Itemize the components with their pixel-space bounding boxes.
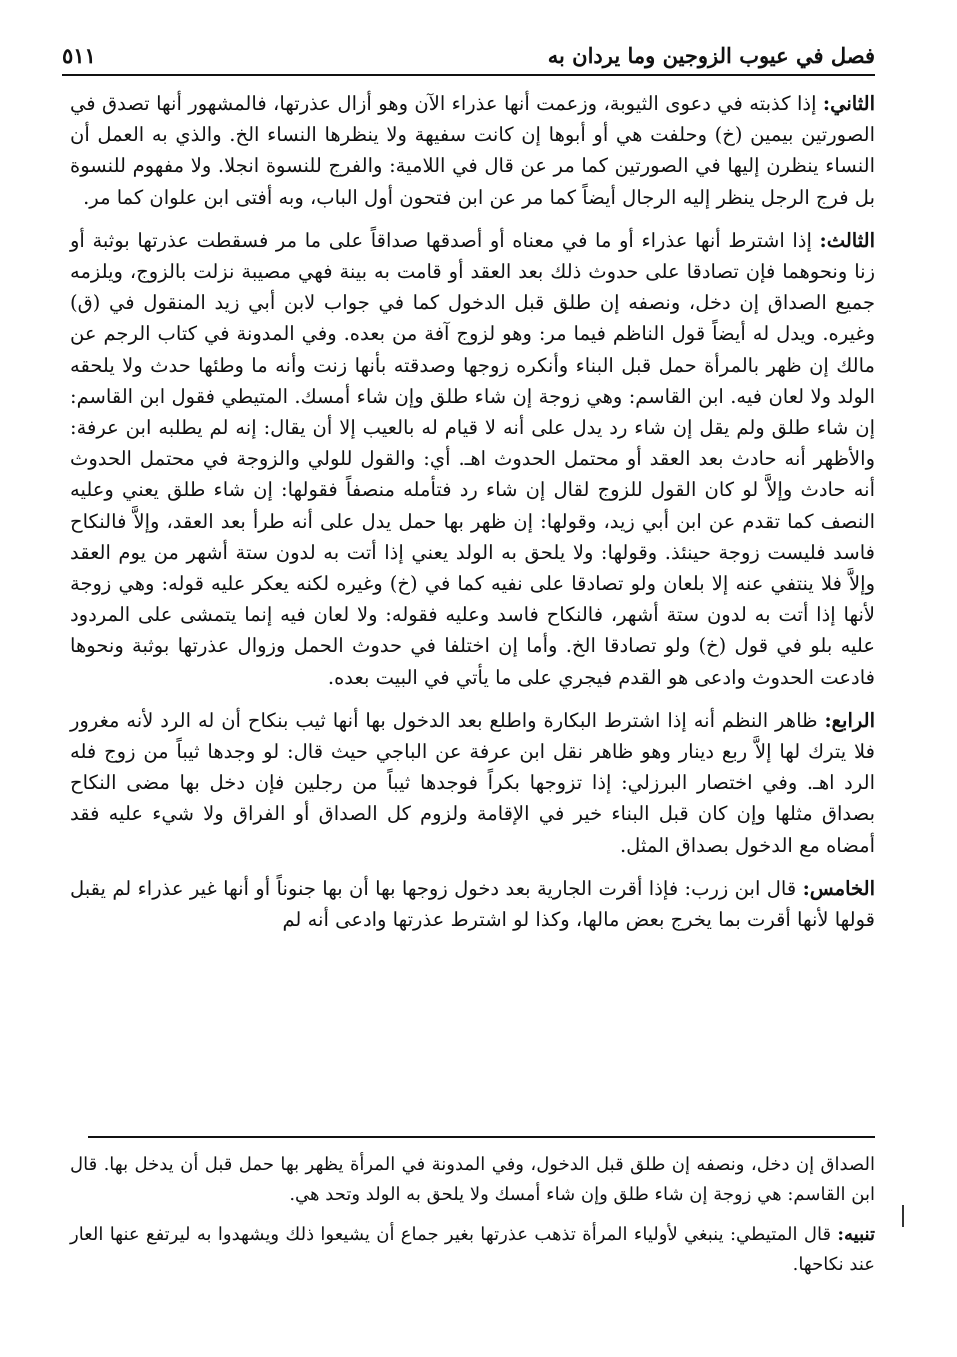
paragraph-text: إذا كذبته في دعوى الثيوبة، وزعمت أنها عذراء الآن وهو أزال عذرتها، فالمشهور أنها تصدق في الصورتين بيمين (خ) وحلفت هي أو أبوها إن كانت سفيهة ولا ينظرها النساء الخ. والذي به العمل أن النساء ينظرن إليها في الصورتين كما مر عن قال في اللامية: والفرج للنسوة انجلا. ولا مفهوم للنسوة بل فرج الرجل ينظر إليه الرجال أيضاً كما مر عن ابن فتحون أول الباب، وبه أفتى ابن علوان كما مر. [70,92,875,209]
main-text [70,88,875,947]
paragraph-second [70,88,875,213]
footnote-text: الصداق إن دخل، ونصفه إن طلق قبل الدخول، وفي المدونة في المرأة يظهر بها حمل قبل أن يدخل بها. قال ابن القاسم: هي زوجة إن شاء طلق وإن شاء أمسك ولا يلحق به الولد وتحد هي. [70,1154,875,1205]
paragraph-heading: الرابع: [824,708,875,732]
page-header [62,28,875,76]
footnote-continuation [70,1150,875,1210]
footnote-note [70,1220,875,1280]
margin-mark [902,1205,904,1227]
footnotes [70,1150,875,1290]
paragraph-text: إذا اشترط أنها عذراء أو ما في معناه أو أصدقها صداقاً على ما مر فسقطت عذرتها بوثبة أو زنا ونحوهما فإن تصادقا على حدوث ذلك بعد العقد أو قامت به بينة فهي مصيبة نزلت بالزوج، ويلزمه جميع الصداق إن دخل، ونصفه إن طلق قبل الدخول كما في جواب لابن أبي زيد المنقول في (ق) وغيره. ويدل له أيضاً قول الناظم فيما مر: وهو لزوج آفة من بعده. وفي المدونة في كتاب الرجم عن مالك إن ظهر بالمرأة حمل قبل البناء وأنكره زوجها وصدقته بأنها زنت وأنه ما وطئها حدث ولا يلحقه الولد ولا لعان فيه. ابن القاسم: وهي زوجة إن شاء طلق وإن شاء أمسك. المتيطي فقول ابن القاسم: إن شاء طلق ولم يقل إن شاء رد يدل على أنه لا قيام له بالعيب إلا أن يقال: إنه لم يطلبه ابن عرفة: والأظهر أنه حادث بعد العقد أو محتمل الحدوث اهـ. أي: والقول للولي والزوجة في محتمل الحدوث أنه حادث وإلاَّ لو كان القول للزوج لقال إن شاء رد فتأمله منصفاً فقولها: إن شاء طلق يعني وعليه النصف كما تقدم عن ابن أبي زيد، وقولها: إن ظهر بها حمل يدل على أنه طرأ بعد العقد، وإلاَّ فالنكاح فاسد فليست زوجة حينئذ. وقولها: ولا يلحق به الولد يعني إذا أتت به لدون ستة أشهر من يوم العقد وإلاَّ فلا ينتفي عنه إلا بلعان ولو تصادقا على نفيه كما في (خ) وغيره لكنه يعكر عليه قوله: وهي زوجة لأنها إذا أتت به لدون ستة أشهر، فالنكاح فاسد وعليه فقوله: ولا لعان فيه إنما يتمشى على المردود عليه بلو في قول (خ) ولو تصادقا الخ. وأما إن اختلفا في حدوث الحمل وزوال عذرتها بوثبة ونحوها فادعت الحدوث وادعى هو القدم فيجري على ما يأتي في البيت بعده. [70,228,875,689]
footnote-text: قال المتيطي: ينبغي لأولياء المرأة تذهب عذرتها بغير جماع أن يشيعوا ذلك ويشهدوا به ليرتفع عنها العار عند نكاحها. [70,1224,875,1275]
paragraph-third [70,225,875,693]
paragraph-text: قال ابن زرب: فإذا أقرت الجارية بعد دخول زوجها بها أن بها جنوناً أو أنها غير عذراء لم يقبل قولها لأنها أقرت بما يخرج بعض مالها، وكذا لو اشترط عذرتها وادعى أنه لم [70,876,875,932]
footnote-divider [88,1136,875,1138]
paragraph-heading: الخامس: [802,876,875,900]
page-number: ٥١١ [62,43,96,68]
paragraph-fifth [70,873,875,935]
paragraph-heading: الثالث: [819,228,875,252]
footnote-heading: تنبيه: [837,1224,875,1245]
paragraph-heading: الثاني: [822,92,875,115]
paragraph-text: ظاهر النظم أنه إذا اشترط البكارة واطلع بعد الدخول بها أنها ثيب بنكاح أن له الرد لأنه مغرور فلا يترك لها إلاَّ ربع دينار وهو ظاهر نقل ابن عرفة عن الباجي حيث قال: لو وجدها ثيباً من زوج فله الرد اهـ. وفي اختصار البرزلي: إذا تزوجها بكراً فوجدها ثيباً من رجلين فإن دخل بها مضى النكاح بصداق مثلها وإن كان قبل البناء خير في الإقامة ولزوم كل الصداق أو الفراق ولا شيء عليه فقد أمضاه مع الدخول بصداق المثل. [70,708,875,857]
paragraph-fourth [70,705,875,861]
running-title: فصل في عيوب الزوجين وما يردان به [547,43,875,68]
